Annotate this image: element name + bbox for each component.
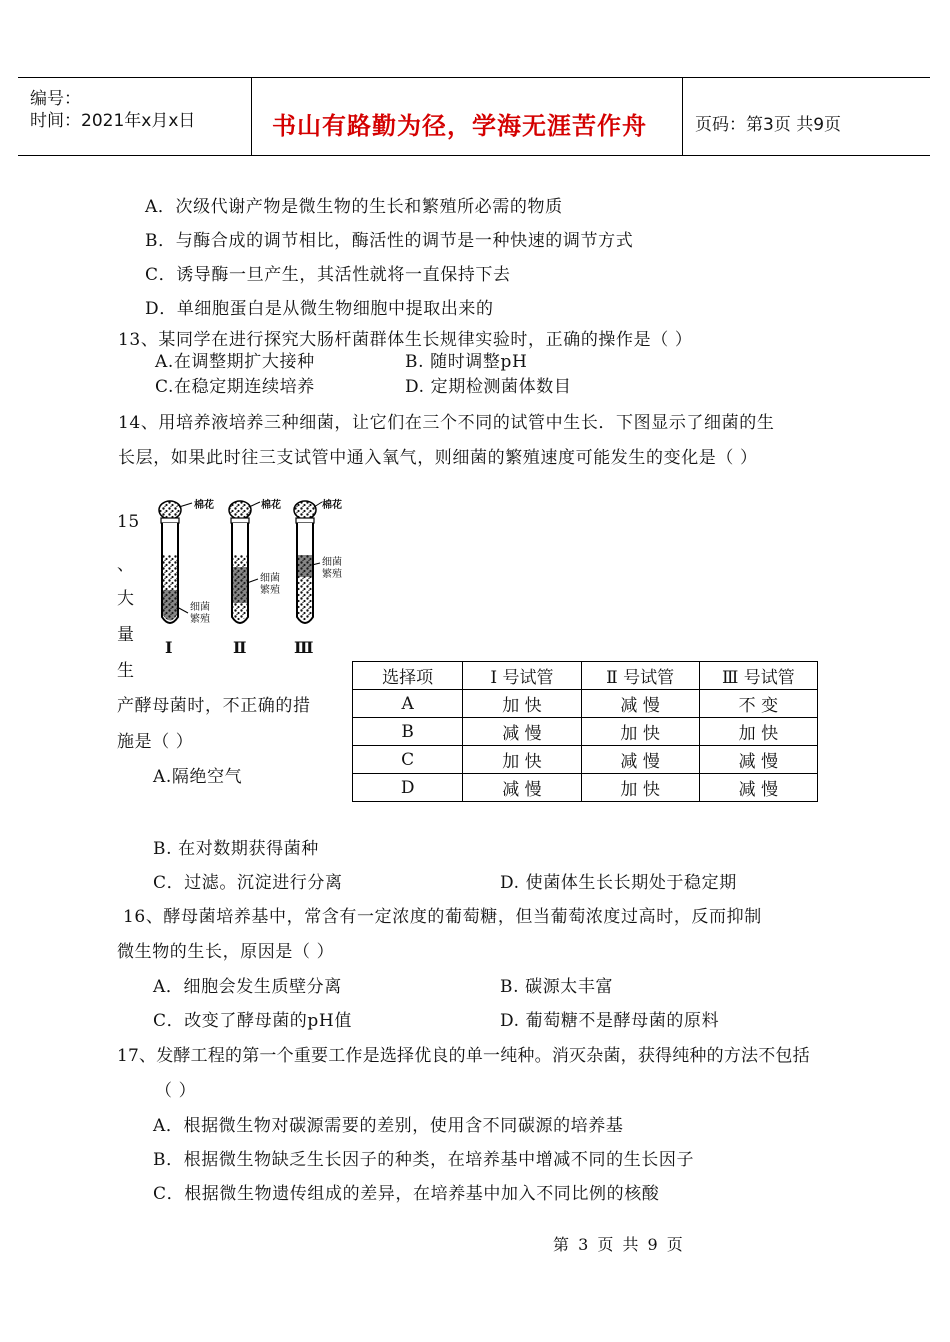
- header-motto: 书山有路勤为径，学海无涯苦作舟: [272, 112, 647, 140]
- option-12a: A．次级代谢产物是微生物的生长和繁殖所必需的物质: [145, 197, 563, 217]
- table-header-row: [353, 662, 818, 690]
- table-cell: 减 慢: [463, 774, 581, 802]
- question-14-line-2: 长层，如果此时往三支试管中通入氧气，则细菌的繁殖速度可能发生的变化是（ ）: [118, 448, 758, 468]
- option-16d: D. 葡萄糖不是酵母菌的原料: [500, 1011, 720, 1031]
- header-top-rule: [18, 77, 930, 78]
- table-cell: D: [353, 774, 463, 802]
- cotton-label-2: 棉花: [261, 500, 281, 511]
- question-17-line-1: 17、发酵工程的第一个重要工作是选择优良的单一纯种。消灭杂菌，获得纯种的方法不包括: [117, 1046, 810, 1066]
- table-cell: 减 慢: [699, 746, 817, 774]
- growth-label-2: [260, 573, 280, 597]
- table-cell: 加 快: [463, 746, 581, 774]
- table-cell: 减 慢: [581, 690, 699, 718]
- table-cell: B: [353, 718, 463, 746]
- table-header-cell: Ⅲ 号试管: [699, 662, 817, 690]
- table-cell: 加 快: [581, 718, 699, 746]
- table-row: [353, 690, 818, 718]
- question-14-line-1: 14、用培养液培养三种细菌，让它们在三个不同的试管中生长．下图显示了细菌的生: [118, 413, 775, 433]
- table-cell: 减 慢: [699, 774, 817, 802]
- tube-3: [294, 501, 316, 623]
- question-17-line-2: （ ）: [155, 1081, 197, 1101]
- question-15-line-a: 产酵母菌时，不正确的措: [117, 696, 311, 716]
- tube-label-3: Ⅲ: [294, 638, 314, 657]
- table-cell: 不 变: [699, 690, 817, 718]
- cotton-plug-2: [229, 501, 251, 519]
- growth-label-2-line-2: 繁殖: [260, 585, 280, 596]
- date-label: 时间：2021年x月x日: [30, 111, 196, 131]
- option-17b: B．根据微生物缺乏生长因子的种类，在培养基中增减不同的生长因子: [153, 1150, 695, 1170]
- option-17c: C．根据微生物遗传组成的差异，在培养基中加入不同比例的核酸: [153, 1184, 660, 1204]
- header-divider-left: [251, 77, 252, 156]
- growth-label-1-line-1: 细菌: [190, 602, 210, 613]
- growth-label-1-line-2: 繁殖: [190, 614, 210, 625]
- growth-layer-1: [163, 590, 177, 621]
- question-16-line-2: 微生物的生长，原因是（ ）: [117, 942, 335, 962]
- option-12c: C．诱导酶一旦产生，其活性就将一直保持下去: [145, 265, 511, 285]
- tube-label-1: Ⅰ: [165, 638, 173, 657]
- answer-options-table: [352, 661, 818, 802]
- table-cell: C: [353, 746, 463, 774]
- table-row: [353, 746, 818, 774]
- page-footer: 第 3 页 共 9 页: [553, 1235, 685, 1254]
- test-tube-drawing: [150, 495, 350, 660]
- option-13b: B. 随时调整pH: [405, 352, 528, 372]
- table-row: [353, 718, 818, 746]
- option-13a: A.在调整期扩大接种: [155, 352, 315, 372]
- option-12d: D．单细胞蛋白是从微生物细胞中提取出来的: [145, 299, 494, 319]
- table-cell: 加 快: [699, 718, 817, 746]
- tube-2: [229, 501, 251, 623]
- table-header-cell: 选择项: [353, 662, 463, 690]
- serial-number-label: 编号：: [30, 89, 81, 109]
- question-15-char-2: 、: [117, 555, 135, 575]
- growth-label-3-line-2: 繁殖: [322, 569, 342, 580]
- question-16-line-1: 16、酵母菌培养基中，常含有一定浓度的葡萄糖，但当葡萄浓度过高时，反而抑制: [123, 907, 762, 927]
- table-cell: A: [353, 690, 463, 718]
- cotton-plug-3: [294, 501, 316, 519]
- option-15d: D. 使菌体生长长期处于稳定期: [500, 873, 737, 893]
- growth-layer-2: [233, 567, 247, 603]
- table-header-cell: Ⅰ 号试管: [463, 662, 581, 690]
- growth-label-1: [190, 602, 210, 626]
- question-15-char-4: 量: [117, 625, 135, 645]
- header-divider-right: [682, 77, 683, 156]
- table-header-cell: Ⅱ 号试管: [581, 662, 699, 690]
- option-12b: B．与酶合成的调节相比，酶活性的调节是一种快速的调节方式: [145, 231, 634, 251]
- table-cell: 加 快: [581, 774, 699, 802]
- option-16a: A．细胞会发生质壁分离: [153, 977, 342, 997]
- question-15-char-5: 生: [117, 661, 135, 681]
- question-15-line-b: 施是（ ）: [117, 732, 194, 752]
- cotton-plug-1: [159, 501, 181, 519]
- option-17a: A．根据微生物对碳源需要的差别，使用含不同碳源的培养基: [153, 1116, 624, 1136]
- cotton-label-1: 棉花: [194, 500, 214, 511]
- option-15a: A.隔绝空气: [153, 767, 243, 787]
- tube-label-2: Ⅱ: [233, 638, 247, 657]
- growth-label-3-line-1: 细菌: [322, 557, 342, 568]
- option-15c: C．过滤。沉淀进行分离: [153, 873, 343, 893]
- table-row: [353, 774, 818, 802]
- option-13c: C.在稳定期连续培养: [155, 377, 315, 397]
- option-15b: B. 在对数期获得菌种: [153, 839, 319, 859]
- growth-layer-3: [298, 555, 312, 577]
- option-16c: C．改变了酵母菌的pH值: [153, 1011, 352, 1031]
- option-13d: D. 定期检测菌体数目: [405, 377, 572, 397]
- question-15-char-3: 大: [117, 589, 135, 609]
- growth-label-2-line-1: 细菌: [260, 573, 280, 584]
- table-cell: 减 慢: [463, 718, 581, 746]
- question-15-number: 15: [117, 512, 140, 532]
- question-13-stem: 13、某同学在进行探究大肠杆菌群体生长规律实验时，正确的操作是（ ）: [118, 330, 693, 350]
- page-number-label: 页码：第3页 共9页: [695, 115, 842, 135]
- option-16b: B. 碳源太丰富: [500, 977, 614, 997]
- header-bottom-rule: [18, 155, 930, 156]
- cotton-label-3: 棉花: [322, 500, 342, 511]
- table-cell: 加 快: [463, 690, 581, 718]
- growth-label-3: [322, 557, 342, 581]
- table-cell: 减 慢: [581, 746, 699, 774]
- tube-1: [159, 501, 181, 623]
